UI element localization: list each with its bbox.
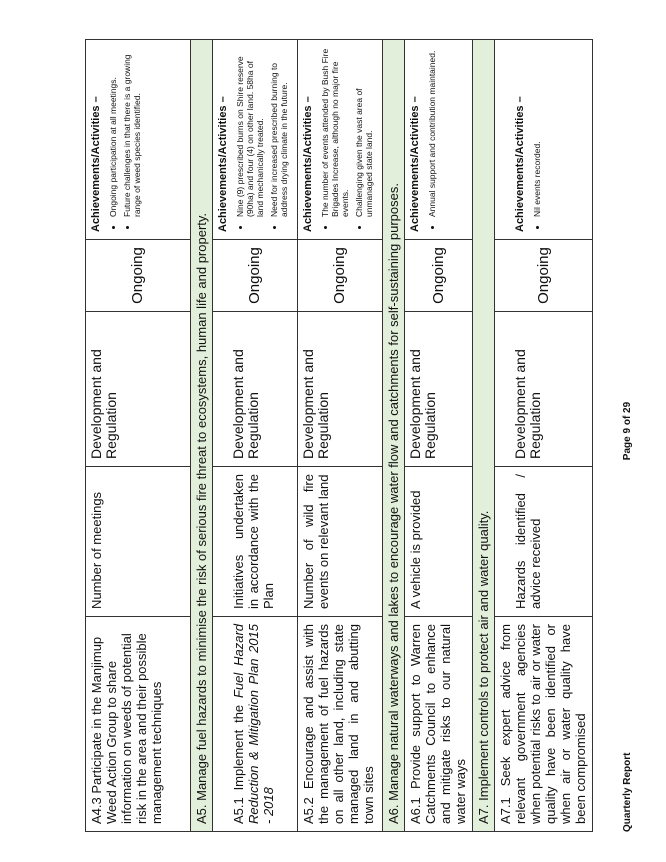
action-cell: A6.1 Provide support to Warren Catchments Council to enhance and mitigate risks to our natural water ways xyxy=(405,617,473,832)
achievements-cell xyxy=(213,40,298,240)
action-cell: A7.1 Seek expert advice from relevant government agencies when potential risks to air or water quality have been identified or when air or water quality have been compromised xyxy=(495,617,593,832)
list-item: • Challenging given the vast area of unmanaged state land. xyxy=(354,47,374,217)
achievements-title: Achievements/Activities – xyxy=(409,96,421,232)
measure-text: Initiatives undertaken in accordance with the Plan xyxy=(231,474,276,609)
list-item: • The number of events attended by Bush Fire Brigades Increase, although no major fire events. xyxy=(320,47,350,217)
measure-cell xyxy=(495,467,593,617)
section-title: A6. Manage natural waterways and lakes to encourage water flow and catchments for self-sustaining purposes. xyxy=(383,40,405,832)
measure-cell xyxy=(213,467,298,617)
timeframe-cell: Ongoing xyxy=(86,240,191,312)
achievements-cell xyxy=(298,40,383,240)
achievements-list xyxy=(532,47,542,232)
directorate-cell xyxy=(213,312,298,467)
achievements-list xyxy=(320,47,374,232)
achievements-title: Achievements/Activities – xyxy=(514,96,526,232)
table-row xyxy=(86,40,191,832)
measure-cell: A vehicle is provided xyxy=(405,467,473,617)
directorate-text: Development and Regulation xyxy=(230,349,261,459)
section-header-row xyxy=(383,40,405,832)
timeframe-cell: Ongoing xyxy=(405,240,473,312)
table-row xyxy=(495,40,593,832)
achievements-title: Achievements/Activities – xyxy=(302,96,314,232)
achievements-list xyxy=(108,47,142,232)
action-cell: A5.2 Encourage and assist with the management of fuel hazards on all other land, including state managed land in and abutting town sites xyxy=(298,617,383,832)
achievements-cell xyxy=(495,40,593,240)
achievements-list xyxy=(235,47,289,232)
report-name: Quarterly Report xyxy=(622,752,633,832)
directorate-cell xyxy=(495,312,593,467)
table-row xyxy=(213,40,298,832)
plan-name: Fuel Hazard Reduction & Mitigation Plan 2015 - 2018 xyxy=(231,623,276,824)
achievements-cell xyxy=(405,40,473,240)
table-row xyxy=(298,40,383,832)
action-cell: A4.3 Participate in the Manjimup Weed Action Group to share information on weeds of potential risk in the area and their possible management techniques xyxy=(86,617,191,832)
directorate-cell: Development and Regulation xyxy=(405,312,473,467)
measure-text: Hazards identified / advice received xyxy=(513,474,543,609)
list-item: • Nine (9) prescribed burns on Shire reserve (90ha) and four (4) on other land. 58ha of land mechanically treated. xyxy=(235,47,265,217)
action-prefix: A5.1 Implement the xyxy=(231,698,246,824)
measure-cell: Number of wild fire events on relevant land xyxy=(298,467,383,617)
table-row xyxy=(405,40,473,832)
list-item: • Ongoing participation at all meetings. xyxy=(108,47,118,217)
timeframe-cell: Ongoing xyxy=(495,240,593,312)
directorate-cell: Development and Regulation xyxy=(298,312,383,467)
section-header-row xyxy=(473,40,495,832)
section-title: A5. Manage fuel hazards to minimise the risk of serious fire threat to ecosystems, human life and property. xyxy=(191,40,213,832)
measure-cell: Number of meetings xyxy=(86,467,191,617)
action-plan-table xyxy=(85,39,593,832)
list-item: • Need for increased prescribed burning to address drying climate in the future. xyxy=(269,47,289,217)
timeframe-cell: Ongoing xyxy=(298,240,383,312)
achievements-list xyxy=(427,47,437,232)
action-cell xyxy=(213,617,298,832)
list-item: • Nil events recorded. xyxy=(532,47,542,217)
section-header-row xyxy=(191,40,213,832)
timeframe-cell: Ongoing xyxy=(213,240,298,312)
section-title: A7. Implement controls to protect air and water quality. xyxy=(473,40,495,832)
achievements-title: Achievements/Activities – xyxy=(90,96,102,232)
directorate-cell: Development and Regulation xyxy=(86,312,191,467)
achievements-cell xyxy=(86,40,191,240)
page-number: Page 9 of 29 xyxy=(622,401,633,461)
list-item: • Future challenges in that there is a growing range of weed species identified. xyxy=(122,47,142,217)
directorate-text: Development and Regulation xyxy=(512,349,543,459)
list-item: • Annual support and contribution maintained. xyxy=(427,47,437,217)
achievements-title: Achievements/Activities – xyxy=(217,96,229,232)
